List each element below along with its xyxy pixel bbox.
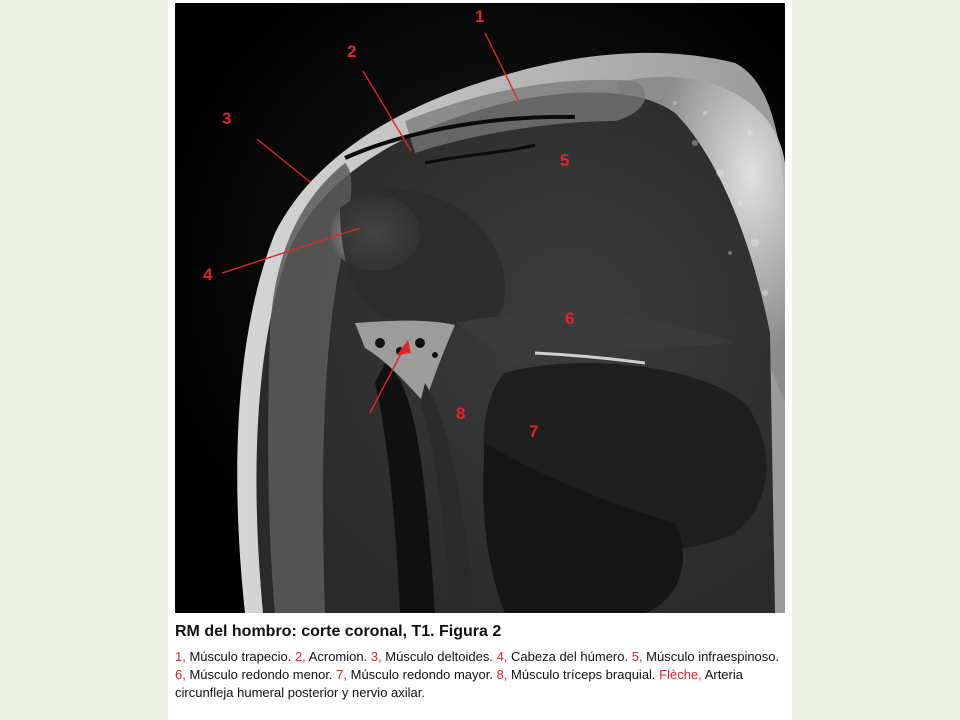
- mri-shoulder-illustration: [175, 3, 785, 613]
- label-3: 3: [222, 109, 232, 128]
- caption-text: Acromion.: [305, 649, 371, 664]
- caption-num: 4,: [496, 649, 508, 664]
- label-7: 7: [529, 422, 539, 441]
- caption-text: Músculo redondo mayor.: [347, 667, 497, 682]
- caption-text: Cabeza del húmero.: [507, 649, 632, 664]
- label-2: 2: [347, 42, 357, 61]
- figure-panel: [168, 0, 792, 720]
- caption-num: 8,: [496, 667, 508, 682]
- label-4: 4: [203, 265, 213, 284]
- caption-text: Músculo tríceps braquial.: [507, 667, 660, 682]
- mri-image: [175, 3, 785, 613]
- caption-body: [175, 648, 781, 702]
- caption-num: 1,: [175, 649, 186, 664]
- caption-text: Músculo infraespinoso.: [642, 649, 780, 664]
- caption-num: 5,: [631, 649, 643, 664]
- caption-text: Músculo redondo menor.: [185, 667, 337, 682]
- caption-num: 7,: [336, 667, 347, 682]
- label-6: 6: [565, 309, 575, 328]
- label-8: 8: [456, 404, 466, 423]
- figure-caption: [175, 622, 781, 702]
- caption-num: 6,: [175, 667, 186, 682]
- caption-num: 3,: [370, 649, 382, 664]
- caption-text: Músculo deltoides.: [381, 649, 497, 664]
- caption-num: Flèche,: [659, 667, 702, 682]
- caption-text: Músculo trapecio.: [185, 649, 295, 664]
- caption-text: Arteria circunfleja humeral posterior y nervio axilar.: [175, 667, 743, 700]
- label-5: 5: [560, 151, 570, 170]
- caption-num: 2,: [294, 649, 306, 664]
- caption-title: RM del hombro: corte coronal, T1. Figura 2: [175, 623, 502, 640]
- label-1: 1: [475, 7, 485, 26]
